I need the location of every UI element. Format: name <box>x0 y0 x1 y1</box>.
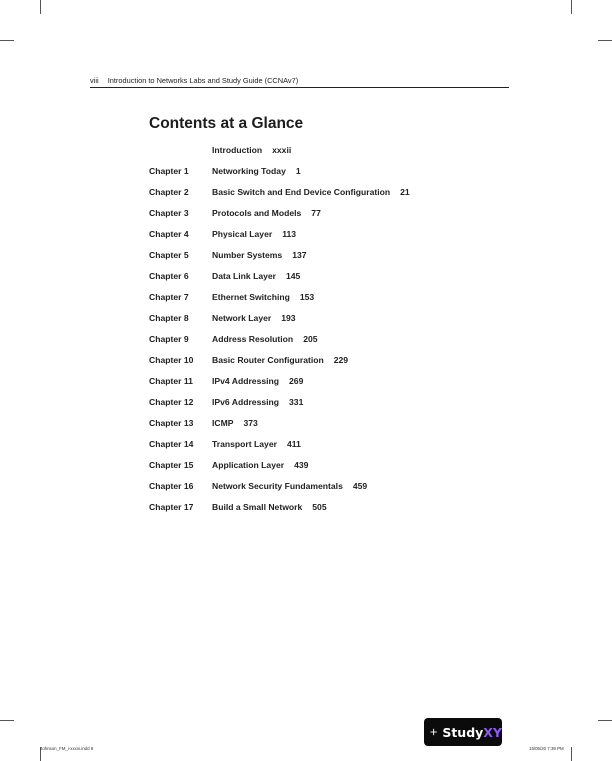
page-title: Contents at a Glance <box>149 115 304 132</box>
chapter-number: Chapter 12 <box>149 397 194 407</box>
toc-row[interactable] <box>149 481 529 502</box>
toc-entry <box>212 376 303 386</box>
toc-page: 229 <box>333 355 349 365</box>
toc-title: IPv4 Addressing <box>212 376 280 386</box>
chapter-number: Chapter 4 <box>149 229 189 239</box>
toc-row[interactable] <box>149 208 529 229</box>
chapter-number: Chapter 8 <box>149 313 189 323</box>
toc-entry <box>212 439 301 449</box>
toc-title: Build a Small Network <box>212 502 303 512</box>
toc-row[interactable] <box>149 439 529 460</box>
running-head <box>90 76 298 85</box>
crop-mark <box>571 747 572 761</box>
toc-row[interactable] <box>149 313 529 334</box>
toc-entry <box>212 292 314 302</box>
chapter-number: Chapter 17 <box>149 502 194 512</box>
chapter-number: Chapter 11 <box>149 376 193 386</box>
plus-icon <box>430 724 437 740</box>
crop-mark <box>0 40 14 41</box>
toc-row[interactable] <box>149 187 529 208</box>
toc-title: Application Layer <box>212 460 285 470</box>
chapter-number: Chapter 13 <box>149 418 194 428</box>
chapter-number: Chapter 10 <box>149 355 194 365</box>
slug-left: Johnson_FM_i-xxxvi.indd 8 <box>40 746 94 751</box>
chapter-number: Chapter 5 <box>149 250 189 260</box>
toc-title: Introduction <box>212 145 263 155</box>
toc-entry <box>212 460 308 470</box>
chapter-number: Chapter 3 <box>149 208 189 218</box>
crop-mark <box>598 40 612 41</box>
toc-page: 145 <box>286 271 301 281</box>
toc-entry <box>212 334 318 344</box>
toc-row[interactable] <box>149 418 529 439</box>
toc-page: 269 <box>289 376 304 386</box>
toc-title: Transport Layer <box>212 439 277 449</box>
toc-title: IPv6 Addressing <box>212 397 280 407</box>
running-head-text: Introduction to Networks Labs and Study Guide (CCNAv7) <box>107 76 299 85</box>
toc-title: Basic Router Configuration <box>212 355 324 365</box>
chapter-number: Chapter 7 <box>149 292 189 302</box>
toc-title: Ethernet Switching <box>212 292 290 302</box>
toc-page: xxxii <box>272 145 292 155</box>
slug-right: 15/05/20 7:39 PM <box>529 746 564 751</box>
toc-entry <box>212 208 321 218</box>
toc-page: 77 <box>311 208 321 218</box>
crop-mark <box>571 0 572 14</box>
toc-title: Basic Switch and End Device Configuration <box>212 187 391 197</box>
chapter-number: Chapter 15 <box>149 460 194 470</box>
chapter-number: Chapter 16 <box>149 481 194 491</box>
toc-page: 411 <box>286 439 301 449</box>
toc-entry <box>212 229 296 239</box>
toc-page: 205 <box>303 334 318 344</box>
brand-xy: XY <box>483 724 502 740</box>
toc-row[interactable] <box>149 355 529 376</box>
toc-page: 153 <box>299 292 315 302</box>
chapter-number: Chapter 14 <box>149 439 194 449</box>
toc-row[interactable] <box>149 502 529 523</box>
toc-title: Physical Layer <box>212 229 273 239</box>
toc-row[interactable] <box>149 460 529 481</box>
toc-page: 137 <box>292 250 307 260</box>
page-folio: viii <box>90 76 99 85</box>
chapter-number: Chapter 1 <box>149 166 189 176</box>
toc-page: 1 <box>295 166 301 176</box>
toc-entry <box>212 481 367 491</box>
toc-title: Network Layer <box>212 313 272 323</box>
toc-row[interactable] <box>149 292 529 313</box>
toc-title: Networking Today <box>212 166 286 176</box>
toc-title: Number Systems <box>212 250 283 260</box>
toc-row[interactable] <box>149 397 529 418</box>
brand-study: Study <box>442 724 484 740</box>
toc-entry <box>212 313 296 323</box>
toc-page: 21 <box>400 187 410 197</box>
toc-title: Network Security Fundamentals <box>212 481 343 491</box>
toc-page: 331 <box>289 397 304 407</box>
toc-page: 193 <box>281 313 296 323</box>
crop-mark <box>0 720 14 721</box>
toc-page: 373 <box>243 418 258 428</box>
toc-entry <box>212 187 410 197</box>
table-of-contents <box>149 145 529 523</box>
toc-page: 439 <box>294 460 309 470</box>
toc-intro-row[interactable] <box>149 145 529 166</box>
crop-mark <box>598 720 612 721</box>
toc-entry <box>212 397 303 407</box>
chapter-number: Chapter 6 <box>149 271 189 281</box>
toc-entry <box>212 418 258 428</box>
toc-row[interactable] <box>149 229 529 250</box>
chapter-number: Chapter 2 <box>149 187 189 197</box>
toc-title: Address Resolution <box>212 334 294 344</box>
toc-entry <box>212 166 301 176</box>
toc-entry <box>212 250 307 260</box>
toc-entry <box>212 271 300 281</box>
toc-page: 505 <box>312 502 327 512</box>
toc-entry <box>212 502 327 512</box>
studyxy-watermark <box>424 718 502 746</box>
chapter-number: Chapter 9 <box>149 334 189 344</box>
header-rule <box>90 87 509 88</box>
toc-row[interactable] <box>149 334 529 355</box>
toc-entry <box>212 355 348 365</box>
toc-entry <box>212 145 291 155</box>
toc-row[interactable] <box>149 271 529 292</box>
crop-mark <box>40 0 41 14</box>
toc-row[interactable] <box>149 376 529 397</box>
toc-row[interactable] <box>149 166 529 187</box>
toc-page: 113 <box>282 229 297 239</box>
toc-title: Data Link Layer <box>212 271 276 281</box>
toc-title: Protocols and Models <box>212 208 302 218</box>
toc-page: 459 <box>352 481 368 491</box>
toc-title: ICMP <box>212 418 234 428</box>
toc-row[interactable] <box>149 250 529 271</box>
